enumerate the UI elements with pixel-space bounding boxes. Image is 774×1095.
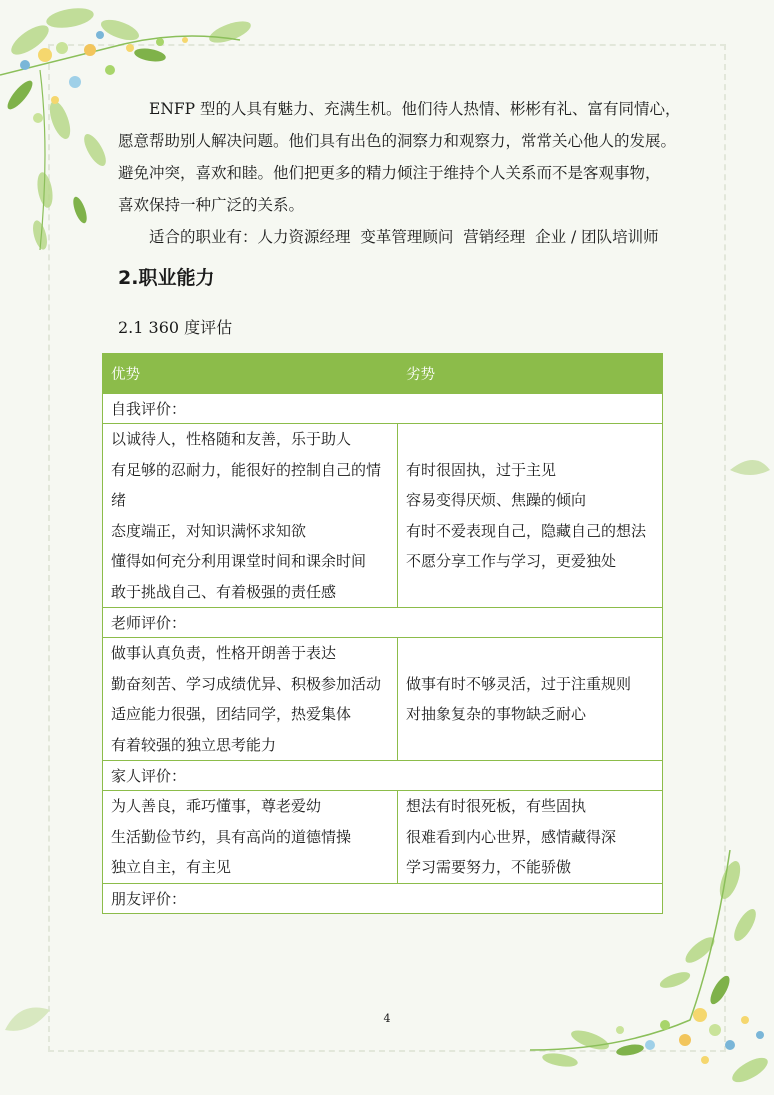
table-header-row xyxy=(103,354,663,394)
strength-item: 以诚待人，性格随和友善，乐于助人 xyxy=(111,430,352,448)
strength-item: 勤奋刻苦、学习成绩优异、积极参加活动 xyxy=(111,674,382,693)
table-row xyxy=(103,791,663,884)
weakness-item: 不愿分享工作与学习，更爱独处 xyxy=(406,552,617,570)
strength-item: 懂得如何充分利用课堂时间和课余时间 xyxy=(111,552,367,570)
intro-line: 避免冲突，喜欢和睦。他们把更多的精力倾注于维持个人关系而不是客观事物， xyxy=(118,164,661,182)
weaknesses-cell xyxy=(398,424,663,608)
weakness-item: 很难看到内心世界，感情藏得深 xyxy=(406,827,617,846)
page-number: 4 xyxy=(383,1012,391,1025)
strength-item: 绪 xyxy=(111,491,127,509)
strength-item: 为人善良，乖巧懂事，尊老爱幼 xyxy=(111,797,322,816)
weakness-item: 做事有时不够灵活，过于注重规则 xyxy=(406,674,632,693)
subsection-title: 2.1 360 度评估 xyxy=(118,318,233,337)
section-row xyxy=(103,394,663,424)
strength-item: 有着较强的独立思考能力 xyxy=(111,735,277,754)
table-row xyxy=(103,424,663,608)
strength-item: 敢于挑战自己、有着极强的责任感 xyxy=(111,582,337,601)
section-label-friends: 朋友评价： xyxy=(103,884,663,914)
weaknesses-cell xyxy=(398,638,663,761)
strength-item: 独立自主，有主见 xyxy=(111,858,232,877)
table-row xyxy=(103,638,663,761)
strength-item: 态度端正，对知识满怀求知欲 xyxy=(111,521,307,540)
section-label-family: 家人评价： xyxy=(103,761,663,791)
intro-line: 喜欢保持一种广泛的关系。 xyxy=(118,196,305,214)
weakness-item: 想法有时很死板，有些固执 xyxy=(406,797,587,816)
section-label-teacher: 老师评价： xyxy=(103,608,663,638)
strength-item: 有足够的忍耐力，能很好的控制自己的情 xyxy=(111,460,382,479)
weakness-item: 容易变得厌烦、焦躁的倾向 xyxy=(406,491,587,509)
section-label-self: 自我评价： xyxy=(103,394,663,424)
weakness-item: 有时不爱表现自己，隐藏自己的想法 xyxy=(406,521,647,540)
weakness-item: 对抽象复杂的事物缺乏耐心 xyxy=(406,705,587,723)
section-title: 2.职业能力 xyxy=(118,267,215,289)
strengths-cell xyxy=(103,791,398,884)
strength-item: 做事认真负责，性格开朗善于表达 xyxy=(111,644,337,662)
strength-item: 适应能力很强，团结同学，热爱集体 xyxy=(111,705,352,723)
strengths-cell xyxy=(103,424,398,608)
strengths-cell xyxy=(103,638,398,761)
section-row xyxy=(103,884,663,914)
weakness-item: 有时很固执，过于主见 xyxy=(406,460,557,479)
evaluation-table xyxy=(102,353,663,914)
header-weaknesses: 劣势 xyxy=(398,354,663,394)
strength-item: 生活勤俭节约，具有高尚的道德情操 xyxy=(111,827,352,846)
weakness-item: 学习需要努力，不能骄傲 xyxy=(406,858,572,877)
section-row xyxy=(103,608,663,638)
intro-paragraph xyxy=(118,93,681,253)
intro-line: 愿意帮助别人解决问题。他们具有出色的洞察力和观察力，常常关心他人的发展。 xyxy=(118,132,677,150)
intro-line: ENFP 型的人具有魅力、充满生机。他们待人热情、彬彬有礼、富有同情心， xyxy=(149,100,681,118)
leaf-decoration-right xyxy=(700,440,774,520)
careers-line: 适合的职业有：人力资源经理 变革管理顾问 营销经理 企业 / 团队培训师 xyxy=(149,228,659,246)
header-strengths: 优势 xyxy=(103,354,398,394)
section-row xyxy=(103,761,663,791)
leaf-decoration-left xyxy=(0,980,60,1040)
weaknesses-cell xyxy=(398,791,663,884)
